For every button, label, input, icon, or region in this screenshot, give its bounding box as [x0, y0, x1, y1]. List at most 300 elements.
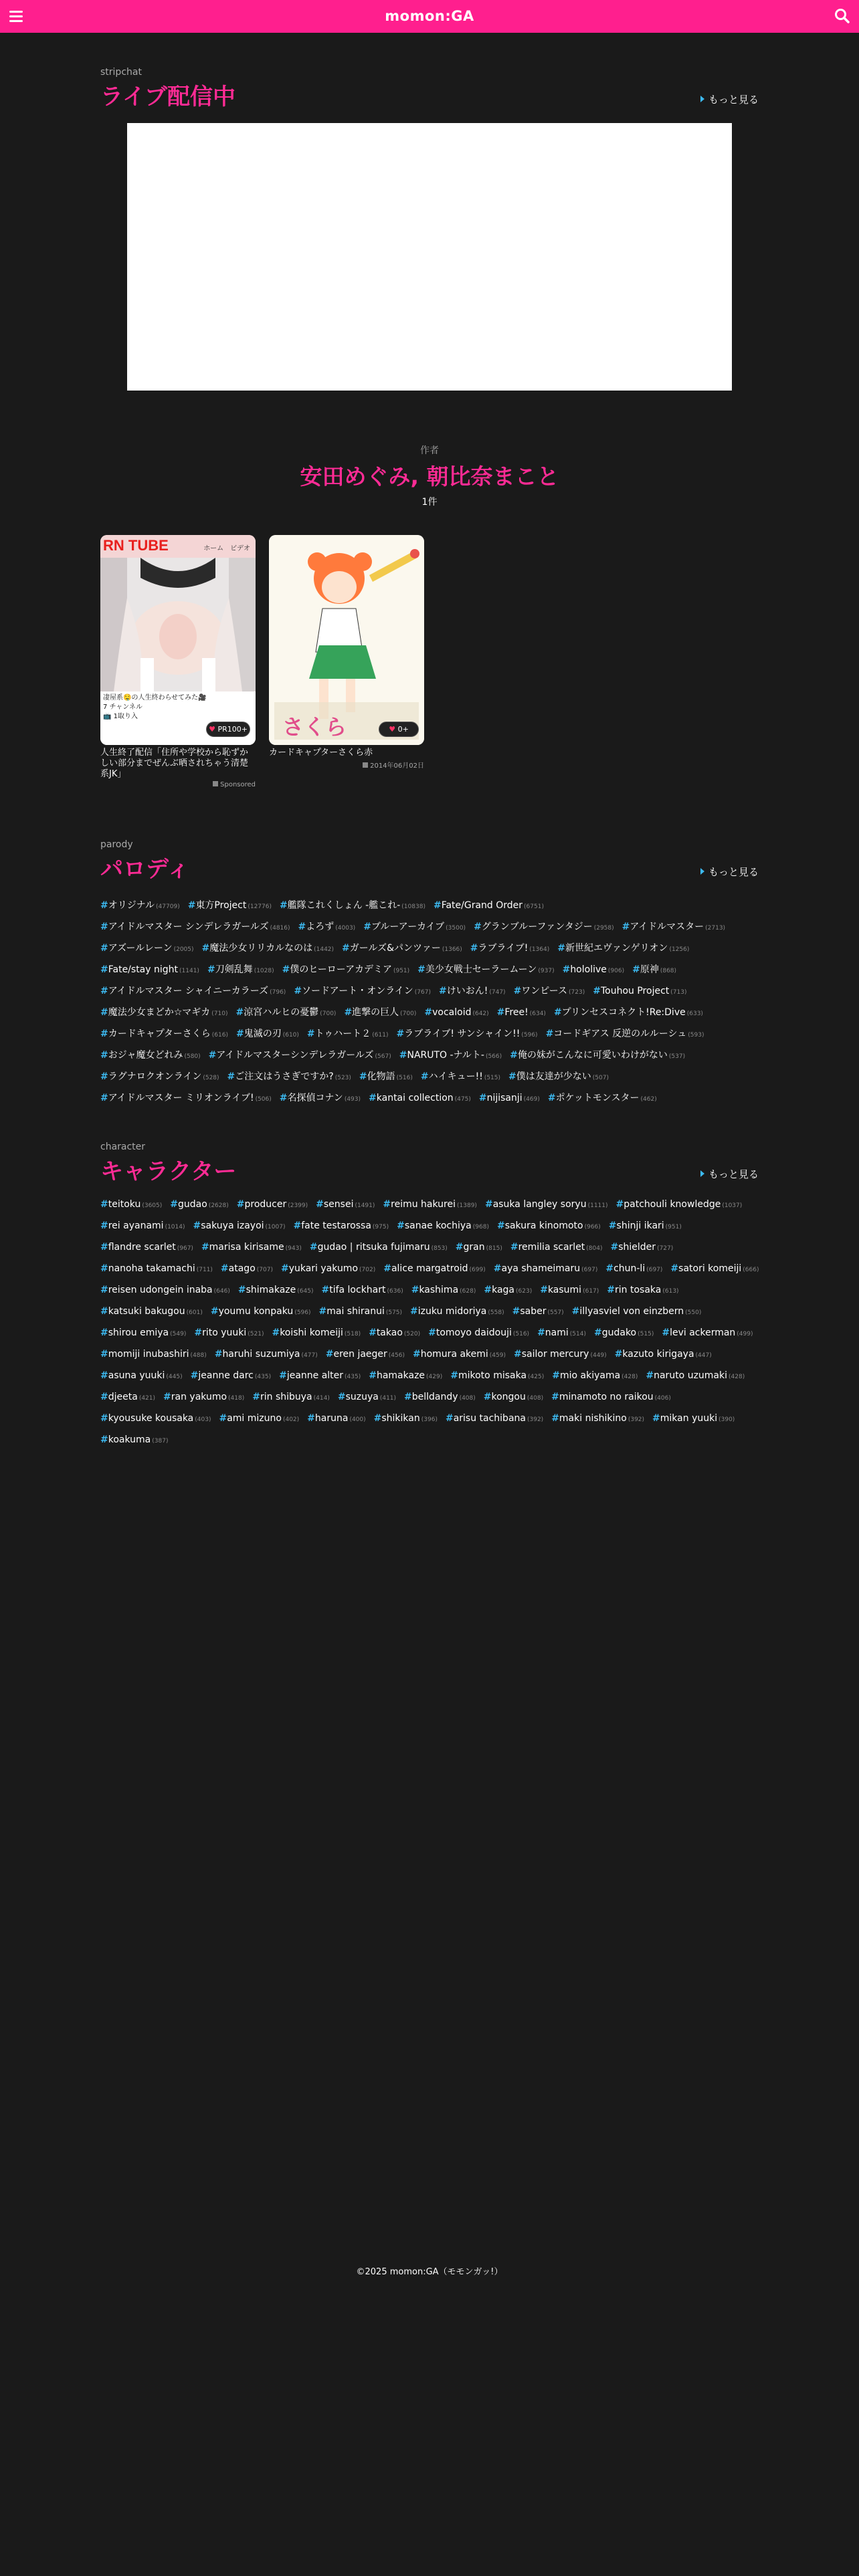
tag-link[interactable] — [369, 1370, 442, 1381]
tag-link[interactable] — [546, 1027, 704, 1040]
tag-count: (596) — [294, 1309, 311, 1316]
tag-name: ami mizuno — [227, 1413, 282, 1424]
tag-count: (408) — [527, 1395, 544, 1402]
tag-link[interactable] — [211, 1306, 311, 1317]
character-section-header — [100, 1142, 759, 1186]
tag-name: illyasviel von einzbern — [579, 1306, 684, 1317]
tag-link[interactable] — [100, 1413, 211, 1424]
hash-icon: # — [363, 922, 371, 932]
tag-name: producer — [244, 1199, 287, 1210]
tag-link[interactable] — [494, 1263, 598, 1274]
tag-name: maki nishikino — [559, 1413, 627, 1424]
tag-link[interactable] — [450, 1370, 544, 1381]
tag-name: 東方Project — [195, 900, 247, 911]
tag-name: グランブルーファンタジー — [481, 922, 593, 932]
tag-name: naruto uzumaki — [654, 1370, 728, 1381]
tag-count: (488) — [190, 1352, 207, 1359]
tag-link[interactable] — [344, 1005, 416, 1018]
tag-name: shielder — [618, 1242, 656, 1253]
tag-link[interactable] — [374, 1413, 438, 1424]
hash-icon: # — [235, 1007, 244, 1018]
tag-name: djeeta — [108, 1392, 138, 1402]
top-bar — [0, 0, 859, 33]
tag-link[interactable] — [417, 962, 554, 976]
tag-name: aya shameimaru — [501, 1263, 581, 1274]
tag-link[interactable] — [410, 1306, 504, 1317]
hash-icon: # — [100, 1285, 108, 1295]
tag-name: sakuya izayoi — [201, 1220, 264, 1231]
card-title[interactable]: 人生終了配信「住所や学校から恥ずかしい部分までぜんぶ晒されちゃう清楚系JK」 — [100, 748, 249, 779]
tag-count: (702) — [359, 1267, 376, 1273]
tag-name: hololive — [570, 964, 607, 975]
tag-link[interactable] — [100, 1220, 185, 1231]
tag-link[interactable] — [363, 920, 466, 933]
tag-link[interactable] — [282, 962, 410, 976]
tag-link[interactable] — [456, 1242, 502, 1253]
tag-count: (392) — [527, 1416, 544, 1423]
tag-link[interactable] — [321, 1285, 403, 1295]
tag-link[interactable] — [100, 1263, 213, 1274]
hash-icon: # — [201, 943, 210, 954]
hash-icon: # — [293, 1220, 302, 1231]
tag-count: (435) — [345, 1374, 361, 1380]
live-section-subtitle: stripchat — [100, 67, 142, 78]
hash-icon: # — [450, 1370, 458, 1381]
hash-icon: # — [187, 900, 196, 911]
tag-link[interactable] — [557, 941, 689, 954]
card-title[interactable]: カードキャプターさくら赤 — [269, 748, 373, 758]
tag-name: asuka langley soryu — [492, 1199, 587, 1210]
tag-link[interactable] — [484, 1392, 543, 1402]
tag-name: jeanne alter — [286, 1370, 344, 1381]
hash-icon: # — [622, 922, 630, 932]
tag-link[interactable] — [100, 941, 194, 954]
tag-count: (1442) — [314, 946, 335, 953]
tag-link[interactable] — [484, 1285, 532, 1295]
hash-icon: # — [208, 1050, 217, 1061]
tag-link[interactable] — [609, 1220, 682, 1231]
tag-link[interactable] — [540, 1285, 599, 1295]
tag-name: nanoha takamachi — [108, 1263, 195, 1274]
tag-link[interactable] — [236, 1005, 337, 1018]
tag-name: おジャ魔女どれみ — [108, 1050, 183, 1061]
hash-icon: # — [632, 964, 640, 975]
tag-link[interactable] — [479, 1093, 540, 1103]
hash-icon: # — [562, 964, 571, 975]
tag-name: momiji inubashiri — [108, 1349, 189, 1360]
tag-name: rito yuuki — [202, 1327, 247, 1338]
tag-count: (610) — [282, 1032, 299, 1039]
tag-name: オリジナル — [108, 900, 155, 911]
tag-link[interactable] — [551, 1392, 671, 1402]
tag-link[interactable] — [537, 1327, 586, 1338]
tag-name: Fate/Grand Order — [441, 900, 523, 911]
tag-link[interactable] — [497, 1220, 601, 1231]
tag-link[interactable] — [215, 1349, 318, 1360]
tag-link[interactable] — [383, 1263, 486, 1274]
tag-link[interactable] — [100, 1005, 228, 1018]
hash-icon: # — [252, 1392, 260, 1402]
tag-link[interactable] — [194, 1327, 264, 1338]
tag-row — [100, 1220, 759, 1242]
tag-link[interactable] — [446, 1413, 543, 1424]
tag-link[interactable] — [470, 941, 549, 954]
author-name: 安田めぐみ, 朝比奈まこと — [300, 463, 559, 490]
work-thumbnail[interactable] — [269, 535, 424, 745]
tag-count: (943) — [285, 1245, 302, 1252]
tag-count: (518) — [344, 1331, 361, 1337]
tag-name: Fate/stay night — [108, 964, 179, 975]
tag-link[interactable] — [572, 1306, 702, 1317]
hash-icon: # — [100, 943, 108, 954]
hash-icon: # — [235, 1029, 244, 1039]
hash-icon: # — [100, 1050, 108, 1061]
tag-name: ポケットモンスター — [555, 1093, 640, 1103]
tag-row — [100, 1242, 759, 1263]
hash-icon: # — [513, 986, 522, 996]
author-block — [0, 443, 859, 508]
tag-count: (1366) — [442, 946, 462, 953]
tag-link[interactable] — [397, 1220, 489, 1231]
tag-count: (469) — [523, 1096, 540, 1103]
tag-link[interactable] — [670, 1263, 759, 1274]
tag-link[interactable] — [100, 1306, 203, 1317]
hash-icon: # — [100, 922, 108, 932]
tag-link[interactable] — [652, 1413, 735, 1424]
tag-link[interactable] — [100, 1392, 155, 1402]
tag-name: eren jaeger — [333, 1349, 387, 1360]
tag-count: (868) — [660, 968, 677, 974]
tag-count: (528) — [203, 1075, 219, 1081]
tag-count: (4003) — [335, 925, 356, 932]
tag-name: sensei — [323, 1199, 354, 1210]
tag-name: kyousuke kousaka — [108, 1413, 194, 1424]
tag-link[interactable] — [100, 1199, 162, 1210]
tag-link[interactable] — [100, 1069, 219, 1083]
tag-link[interactable] — [100, 1285, 230, 1295]
tag-row — [100, 1413, 759, 1434]
tag-count: (425) — [528, 1374, 545, 1380]
tag-name: ハイキュー!! — [428, 1071, 483, 1082]
tag-name: mai shiranui — [326, 1306, 385, 1317]
hash-icon: # — [496, 1220, 505, 1231]
tag-link[interactable] — [219, 1413, 299, 1424]
tag-name: ラグナロクオンライン — [108, 1071, 202, 1082]
tag-link[interactable] — [100, 1349, 207, 1360]
tag-link[interactable] — [622, 920, 725, 933]
character-more-link[interactable]: もっと見る — [700, 1167, 759, 1181]
tag-name: minamoto no raikou — [559, 1392, 654, 1402]
tag-count: (428) — [622, 1374, 638, 1380]
tag-link[interactable] — [359, 1069, 413, 1083]
hash-icon: # — [411, 1285, 419, 1295]
tag-row — [100, 1434, 759, 1456]
tag-link[interactable] — [593, 986, 686, 996]
tag-link[interactable] — [100, 1048, 201, 1061]
site-logo[interactable]: momon:GA — [385, 8, 474, 24]
tag-name: tomoyo daidouji — [436, 1327, 512, 1338]
hash-icon: # — [100, 1007, 108, 1018]
tag-link[interactable] — [310, 1242, 448, 1253]
tag-link[interactable] — [428, 1327, 529, 1338]
tag-link[interactable] — [281, 1263, 375, 1274]
tag-link[interactable] — [221, 1263, 273, 1274]
tag-link[interactable] — [100, 920, 290, 933]
tag-link[interactable] — [163, 1392, 244, 1402]
hash-icon: # — [316, 1199, 324, 1210]
tag-link[interactable] — [607, 1285, 678, 1295]
sponsored-card[interactable] — [100, 535, 256, 788]
hash-icon: # — [510, 1050, 518, 1061]
tag-name: koakuma — [108, 1434, 151, 1445]
tag-link[interactable] — [316, 1199, 375, 1210]
tag-link[interactable] — [201, 1242, 302, 1253]
hash-icon: # — [551, 1413, 559, 1424]
hash-icon: # — [100, 1199, 108, 1210]
tag-link[interactable] — [100, 898, 180, 911]
tag-link[interactable] — [485, 1199, 608, 1210]
tag-link[interactable] — [434, 900, 544, 911]
footer-copyright: ©2025 momon:GA（モモンガッ!） — [356, 2267, 503, 2277]
hash-icon: # — [280, 900, 288, 911]
tag-link[interactable] — [510, 1048, 685, 1061]
hash-icon: # — [100, 1413, 108, 1424]
hash-icon: # — [373, 1413, 382, 1424]
hash-icon: # — [100, 1392, 108, 1402]
tag-link[interactable] — [236, 1027, 299, 1040]
tag-name: marisa kirisame — [209, 1242, 284, 1253]
tag-name: 新世紀エヴァンゲリオン — [565, 943, 668, 954]
hash-icon: # — [410, 1306, 418, 1317]
tag-count: (815) — [486, 1245, 502, 1252]
tag-link[interactable] — [280, 1091, 361, 1104]
tag-name: homura akemi — [420, 1349, 488, 1360]
tag-link[interactable] — [280, 898, 425, 911]
tag-link[interactable] — [100, 1242, 193, 1253]
tag-link[interactable] — [514, 984, 585, 997]
card-meta: Sponsored — [100, 781, 256, 788]
hash-icon: # — [307, 1413, 315, 1424]
tag-name: カードキャプターさくら — [108, 1029, 211, 1039]
tag-name: ran yakumo — [171, 1392, 227, 1402]
hash-icon: # — [100, 1071, 108, 1082]
tag-link[interactable] — [397, 1027, 538, 1040]
tag-link[interactable] — [342, 941, 462, 954]
tag-count: (493) — [344, 1096, 361, 1103]
tag-link[interactable] — [439, 984, 506, 997]
tag-count: (646) — [213, 1288, 230, 1295]
live-more-link[interactable]: もっと見る — [700, 92, 759, 106]
tag-count: (557) — [547, 1309, 564, 1316]
tag-link[interactable] — [404, 1392, 476, 1402]
tag-count: (396) — [421, 1416, 438, 1423]
tag-link[interactable] — [421, 1069, 500, 1083]
tag-link[interactable] — [237, 1199, 308, 1210]
tag-count: (713) — [670, 989, 687, 996]
tag-link[interactable] — [191, 1370, 271, 1381]
tag-link[interactable] — [512, 1306, 564, 1317]
parody-more-link[interactable]: もっと見る — [700, 865, 759, 879]
tag-name: jeanne darc — [198, 1370, 254, 1381]
tag-name: fate testarossa — [301, 1220, 371, 1231]
tag-link[interactable] — [424, 1007, 488, 1018]
hash-icon: # — [236, 1199, 245, 1210]
tag-name: 涼宮ハルヒの憂鬱 — [244, 1007, 319, 1018]
hash-icon: # — [318, 1306, 327, 1317]
tag-link[interactable] — [413, 1349, 506, 1360]
tag-count: (3500) — [446, 925, 466, 932]
tag-link[interactable] — [188, 898, 272, 911]
work-card[interactable] — [269, 535, 424, 770]
tag-link[interactable] — [605, 1263, 662, 1274]
tag-name: よろず — [306, 922, 335, 932]
tag-link[interactable] — [616, 1199, 743, 1210]
tag-link[interactable] — [319, 1306, 403, 1317]
tag-link[interactable] — [298, 920, 356, 933]
tag-link[interactable] — [293, 1220, 389, 1231]
tag-link[interactable] — [227, 1069, 351, 1083]
tag-count: (550) — [685, 1309, 702, 1316]
tag-link[interactable] — [399, 1048, 502, 1061]
tag-name: アイドルマスター ミリオンライブ! — [108, 1093, 254, 1103]
tag-name: rei ayanami — [108, 1220, 164, 1231]
tag-name: tifa lockhart — [329, 1285, 386, 1295]
parody-section-header — [100, 839, 759, 883]
tag-link[interactable] — [326, 1349, 405, 1360]
tag-link[interactable] — [338, 1392, 396, 1402]
hash-icon: # — [309, 1242, 318, 1253]
tag-count: (516) — [396, 1075, 413, 1081]
hash-icon: # — [207, 964, 215, 975]
tag-link[interactable] — [383, 1199, 477, 1210]
hash-icon: # — [557, 943, 565, 954]
hash-icon: # — [646, 1370, 654, 1381]
tag-link[interactable] — [497, 1007, 546, 1018]
like-badge: ♥ PR100+ — [206, 722, 250, 737]
work-logo-text: さくら — [282, 714, 347, 740]
tag-name: けいおん! — [446, 986, 488, 996]
like-badge: ♥ 0+ — [379, 722, 419, 737]
tag-name: トゥハート２ — [314, 1029, 371, 1039]
tag-link[interactable] — [554, 1005, 703, 1018]
tag-link[interactable] — [238, 1285, 314, 1295]
tag-link[interactable] — [193, 1220, 286, 1231]
tag-link[interactable] — [563, 964, 625, 975]
tag-link[interactable] — [611, 1242, 674, 1253]
hash-icon: # — [512, 1306, 520, 1317]
tag-link[interactable] — [100, 1370, 183, 1381]
tag-link[interactable] — [369, 1327, 420, 1338]
tag-link[interactable] — [100, 984, 286, 997]
tag-count: (477) — [301, 1352, 318, 1359]
tag-link[interactable] — [170, 1199, 228, 1210]
tag-count: (537) — [668, 1053, 686, 1060]
tag-link[interactable] — [209, 1048, 391, 1061]
tag-link[interactable] — [548, 1091, 657, 1104]
tag-link[interactable] — [632, 962, 676, 976]
hash-icon: # — [610, 1242, 619, 1253]
tag-name: 魔法少女リリカルなのは — [209, 943, 313, 954]
tag-name: haruna — [314, 1413, 349, 1424]
hash-icon: # — [551, 1392, 559, 1402]
tag-count: (642) — [472, 1010, 489, 1017]
hash-icon: # — [100, 964, 108, 975]
tag-count: (567) — [375, 1053, 391, 1060]
hash-icon: # — [280, 1263, 289, 1274]
tag-count: (499) — [737, 1331, 753, 1337]
live-section-header — [100, 67, 759, 111]
search-icon[interactable] — [834, 7, 851, 25]
tag-link[interactable] — [510, 1242, 603, 1253]
tag-link[interactable] — [508, 1069, 609, 1083]
tag-link[interactable] — [411, 1285, 476, 1295]
tag-link[interactable] — [207, 962, 274, 976]
hash-icon: # — [652, 1413, 660, 1424]
tag-link[interactable] — [594, 1327, 654, 1338]
tag-link[interactable] — [202, 941, 335, 954]
tag-row — [100, 962, 759, 984]
tag-count: (611) — [372, 1032, 389, 1039]
sponsored-thumbnail[interactable] — [100, 535, 256, 745]
hash-icon: # — [100, 1242, 108, 1253]
tag-link[interactable] — [100, 1091, 272, 1104]
tag-link[interactable] — [646, 1370, 745, 1381]
tag-count: (506) — [255, 1096, 272, 1103]
tag-link[interactable] — [100, 964, 199, 975]
tag-count: (549) — [170, 1331, 187, 1337]
tag-name: teitoku — [108, 1199, 141, 1210]
tag-name: nami — [545, 1327, 569, 1338]
tag-link[interactable] — [474, 920, 614, 933]
tag-link[interactable] — [307, 1027, 389, 1040]
tag-link[interactable] — [100, 1327, 186, 1338]
tag-name: shirou emiya — [108, 1327, 169, 1338]
hash-icon: # — [294, 986, 302, 996]
hash-icon: # — [413, 1349, 421, 1360]
hash-icon: # — [483, 1392, 492, 1402]
tag-link[interactable] — [279, 1370, 361, 1381]
tag-link[interactable] — [552, 1370, 638, 1381]
hash-icon: # — [369, 1093, 377, 1103]
tag-link[interactable] — [514, 1349, 607, 1360]
tag-link[interactable] — [100, 1434, 168, 1445]
hash-icon: # — [383, 1199, 391, 1210]
live-stream-frame[interactable] — [127, 123, 732, 391]
tag-link[interactable] — [307, 1413, 365, 1424]
tag-link[interactable] — [615, 1349, 712, 1360]
tag-link[interactable] — [369, 1093, 471, 1103]
tag-link[interactable] — [100, 1027, 228, 1040]
tag-count: (400) — [349, 1416, 366, 1423]
parody-section-title: パロディ — [100, 856, 190, 883]
tag-count: (408) — [459, 1395, 476, 1402]
hash-icon: # — [553, 1007, 562, 1018]
thumb-banner: RN TUBE ホーム ビデオ — [100, 535, 256, 558]
tag-link[interactable] — [662, 1327, 753, 1338]
tag-link[interactable] — [294, 984, 431, 997]
hash-icon: # — [552, 1370, 560, 1381]
hash-icon: # — [662, 1327, 670, 1338]
tag-count: (516) — [512, 1331, 530, 1337]
tag-name: saber — [520, 1306, 547, 1317]
tag-link[interactable] — [252, 1392, 330, 1402]
tag-name: gudako — [601, 1327, 637, 1338]
tag-link[interactable] — [551, 1413, 644, 1424]
tag-name: sakura kinomoto — [504, 1220, 583, 1231]
hash-icon: # — [163, 1392, 171, 1402]
parody-tag-list — [100, 898, 759, 1112]
tag-link[interactable] — [272, 1327, 361, 1338]
